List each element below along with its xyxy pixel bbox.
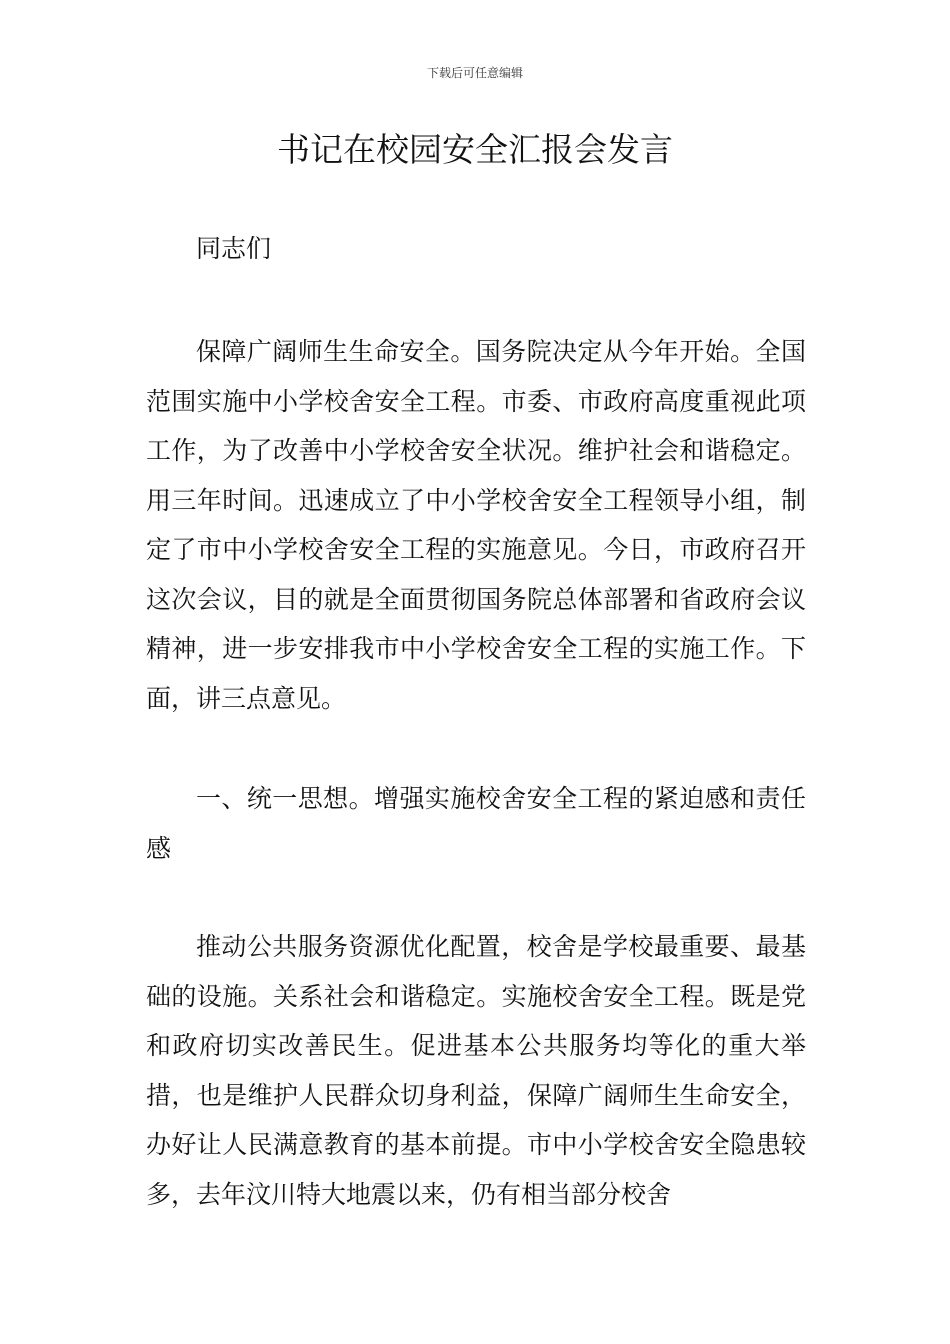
document-title: 书记在校园安全汇报会发言: [277, 130, 673, 169]
salutation: 同志们: [196, 234, 272, 263]
section-heading-1: 一、统一思想。增强实施校舍安全工程的紧迫感和责任感: [146, 784, 806, 863]
paragraph-intro: 保障广阔师生生命安全。国务院决定从今年开始。全国范围实施中小学校舍安全工程。市委、市政府高度重视此项工作，为了改善中小学校舍安全状况。维护社会和谐稳定。用三年时间。迅速成立了中小学校舍安全工程领导小组，制定了市中小学校舍安全工程的实施意见。今日，市政府召开这次会议，目的就是全面贯彻国务院总体部署和省政府会议精神，进一步安排我市中小学校舍安全工程的实施工作。下面，讲三点意见。: [146, 337, 806, 713]
paragraph-section-1: 推动公共服务资源优化配置，校舍是学校最重要、最基础的设施。关系社会和谐稳定。实施校舍安全工程。既是党和政府切实改善民生。促进基本公共服务均等化的重大举措，也是维护人民群众切身利益，保障广阔师生生命安全，办好让人民满意教育的基本前提。市中小学校舍安全隐患较多，去年汶川特大地震以来，仍有相当部分校舍: [146, 932, 806, 1209]
header-note: 下载后可任意编辑: [426, 66, 523, 80]
